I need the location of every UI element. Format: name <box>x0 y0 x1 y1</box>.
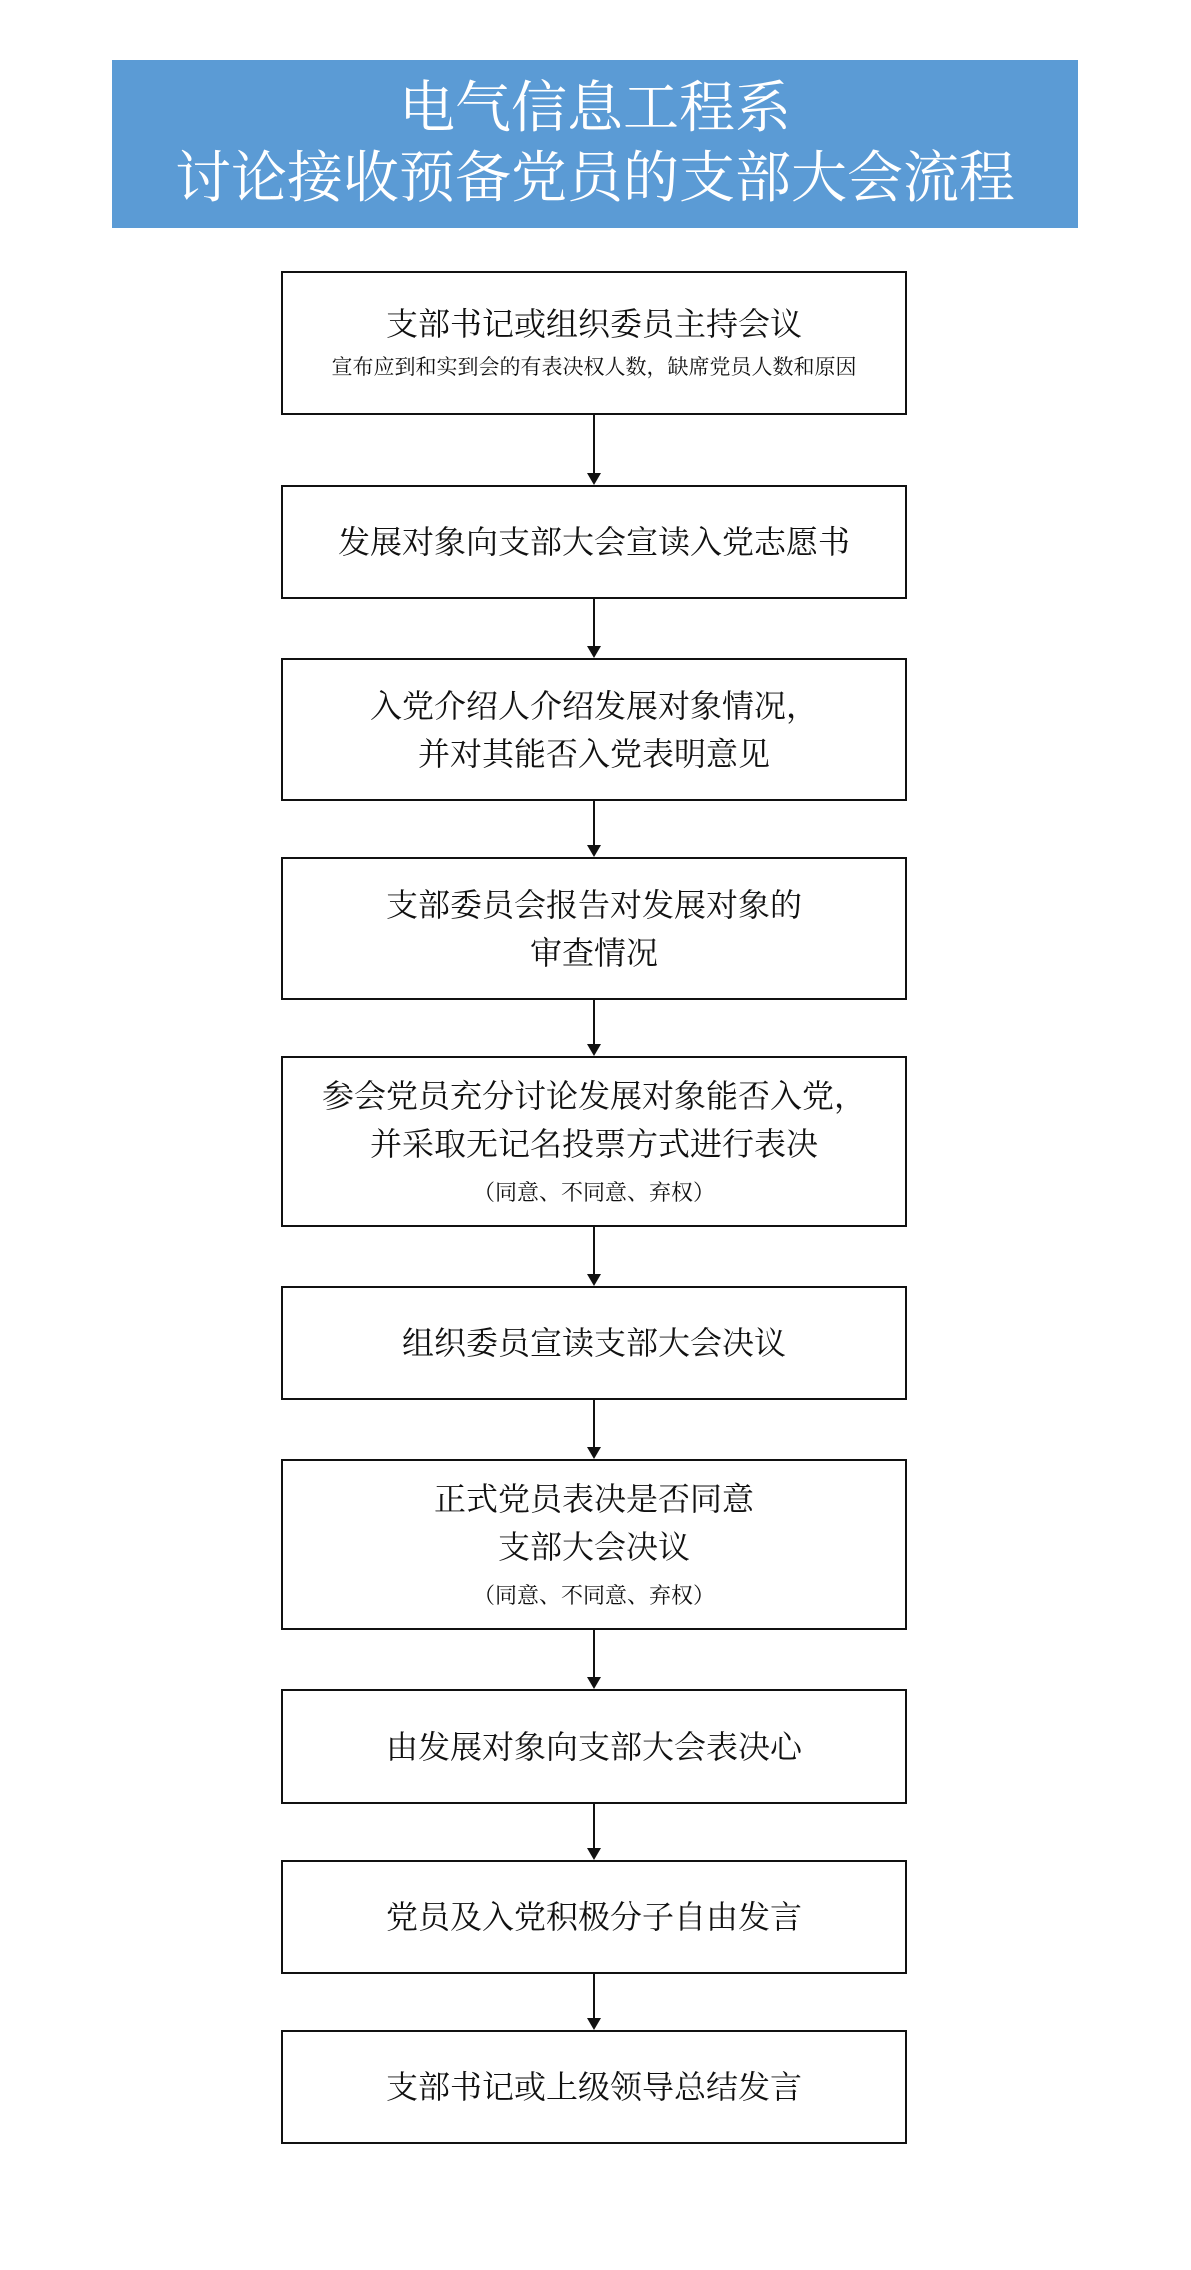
title-line-1: 电气信息工程系 <box>399 76 791 141</box>
flow-step-2 <box>281 485 907 599</box>
flow-arrow-7 <box>586 1630 602 1689</box>
step-7-vote-options: （同意、不同意、弃权） <box>472 1583 715 1609</box>
step-4-main-line-2: 审查情况 <box>529 933 658 972</box>
step-5-main-line-2: 并采取无记名投票方式进行表决 <box>369 1124 818 1163</box>
flow-step-6 <box>281 1286 907 1400</box>
step-8-main-text: 由发展对象向支部大会表决心 <box>385 1727 802 1766</box>
flow-arrow-4 <box>586 1000 602 1056</box>
flow-arrow-2 <box>586 599 602 658</box>
flow-arrow-1 <box>586 415 602 485</box>
flow-arrow-8 <box>586 1804 602 1860</box>
step-10-main-text: 支部书记或上级领导总结发言 <box>385 2068 802 2106</box>
flow-step-10 <box>281 2030 907 2144</box>
flow-step-8 <box>281 1689 907 1804</box>
step-3-main-line-1: 入党介绍人介绍发展对象情况， <box>369 686 818 725</box>
step-2-main-text: 发展对象向支部大会宣读入党志愿书 <box>337 523 850 561</box>
title-line-2: 讨论接收预备党员的支部大会流程 <box>175 146 1015 211</box>
flow-step-4 <box>281 857 907 1000</box>
flow-arrow-3 <box>586 801 602 857</box>
flow-step-9 <box>281 1860 907 1974</box>
step-6-main-text: 组织委员宣读支部大会决议 <box>401 1324 786 1362</box>
step-5-vote-options: （同意、不同意、弃权） <box>472 1180 715 1206</box>
flow-step-1 <box>281 271 907 415</box>
step-9-main-text: 党员及入党积极分子自由发言 <box>385 1898 802 1936</box>
flow-arrow-6 <box>586 1400 602 1459</box>
flow-step-7 <box>281 1459 907 1630</box>
step-1-main-text: 支部书记或组织委员主持会议 <box>385 305 802 343</box>
flow-arrow-9 <box>586 1974 602 2030</box>
title-banner <box>112 60 1078 228</box>
step-4-main-line-1: 支部委员会报告对发展对象的 <box>385 885 802 924</box>
step-7-main-line-1: 正式党员表决是否同意 <box>433 1479 754 1518</box>
step-3-main-line-2: 并对其能否入党表明意见 <box>417 734 770 773</box>
step-5-main-line-1: 参会党员充分讨论发展对象能否入党， <box>321 1076 866 1115</box>
step-1-subtext: 宣布应到和实到会的有表决权人数，缺席党员人数和原因 <box>331 355 857 379</box>
flow-step-3 <box>281 658 907 801</box>
flow-step-5 <box>281 1056 907 1227</box>
step-7-main-line-2: 支部大会决议 <box>497 1527 690 1566</box>
flow-arrow-5 <box>586 1227 602 1286</box>
